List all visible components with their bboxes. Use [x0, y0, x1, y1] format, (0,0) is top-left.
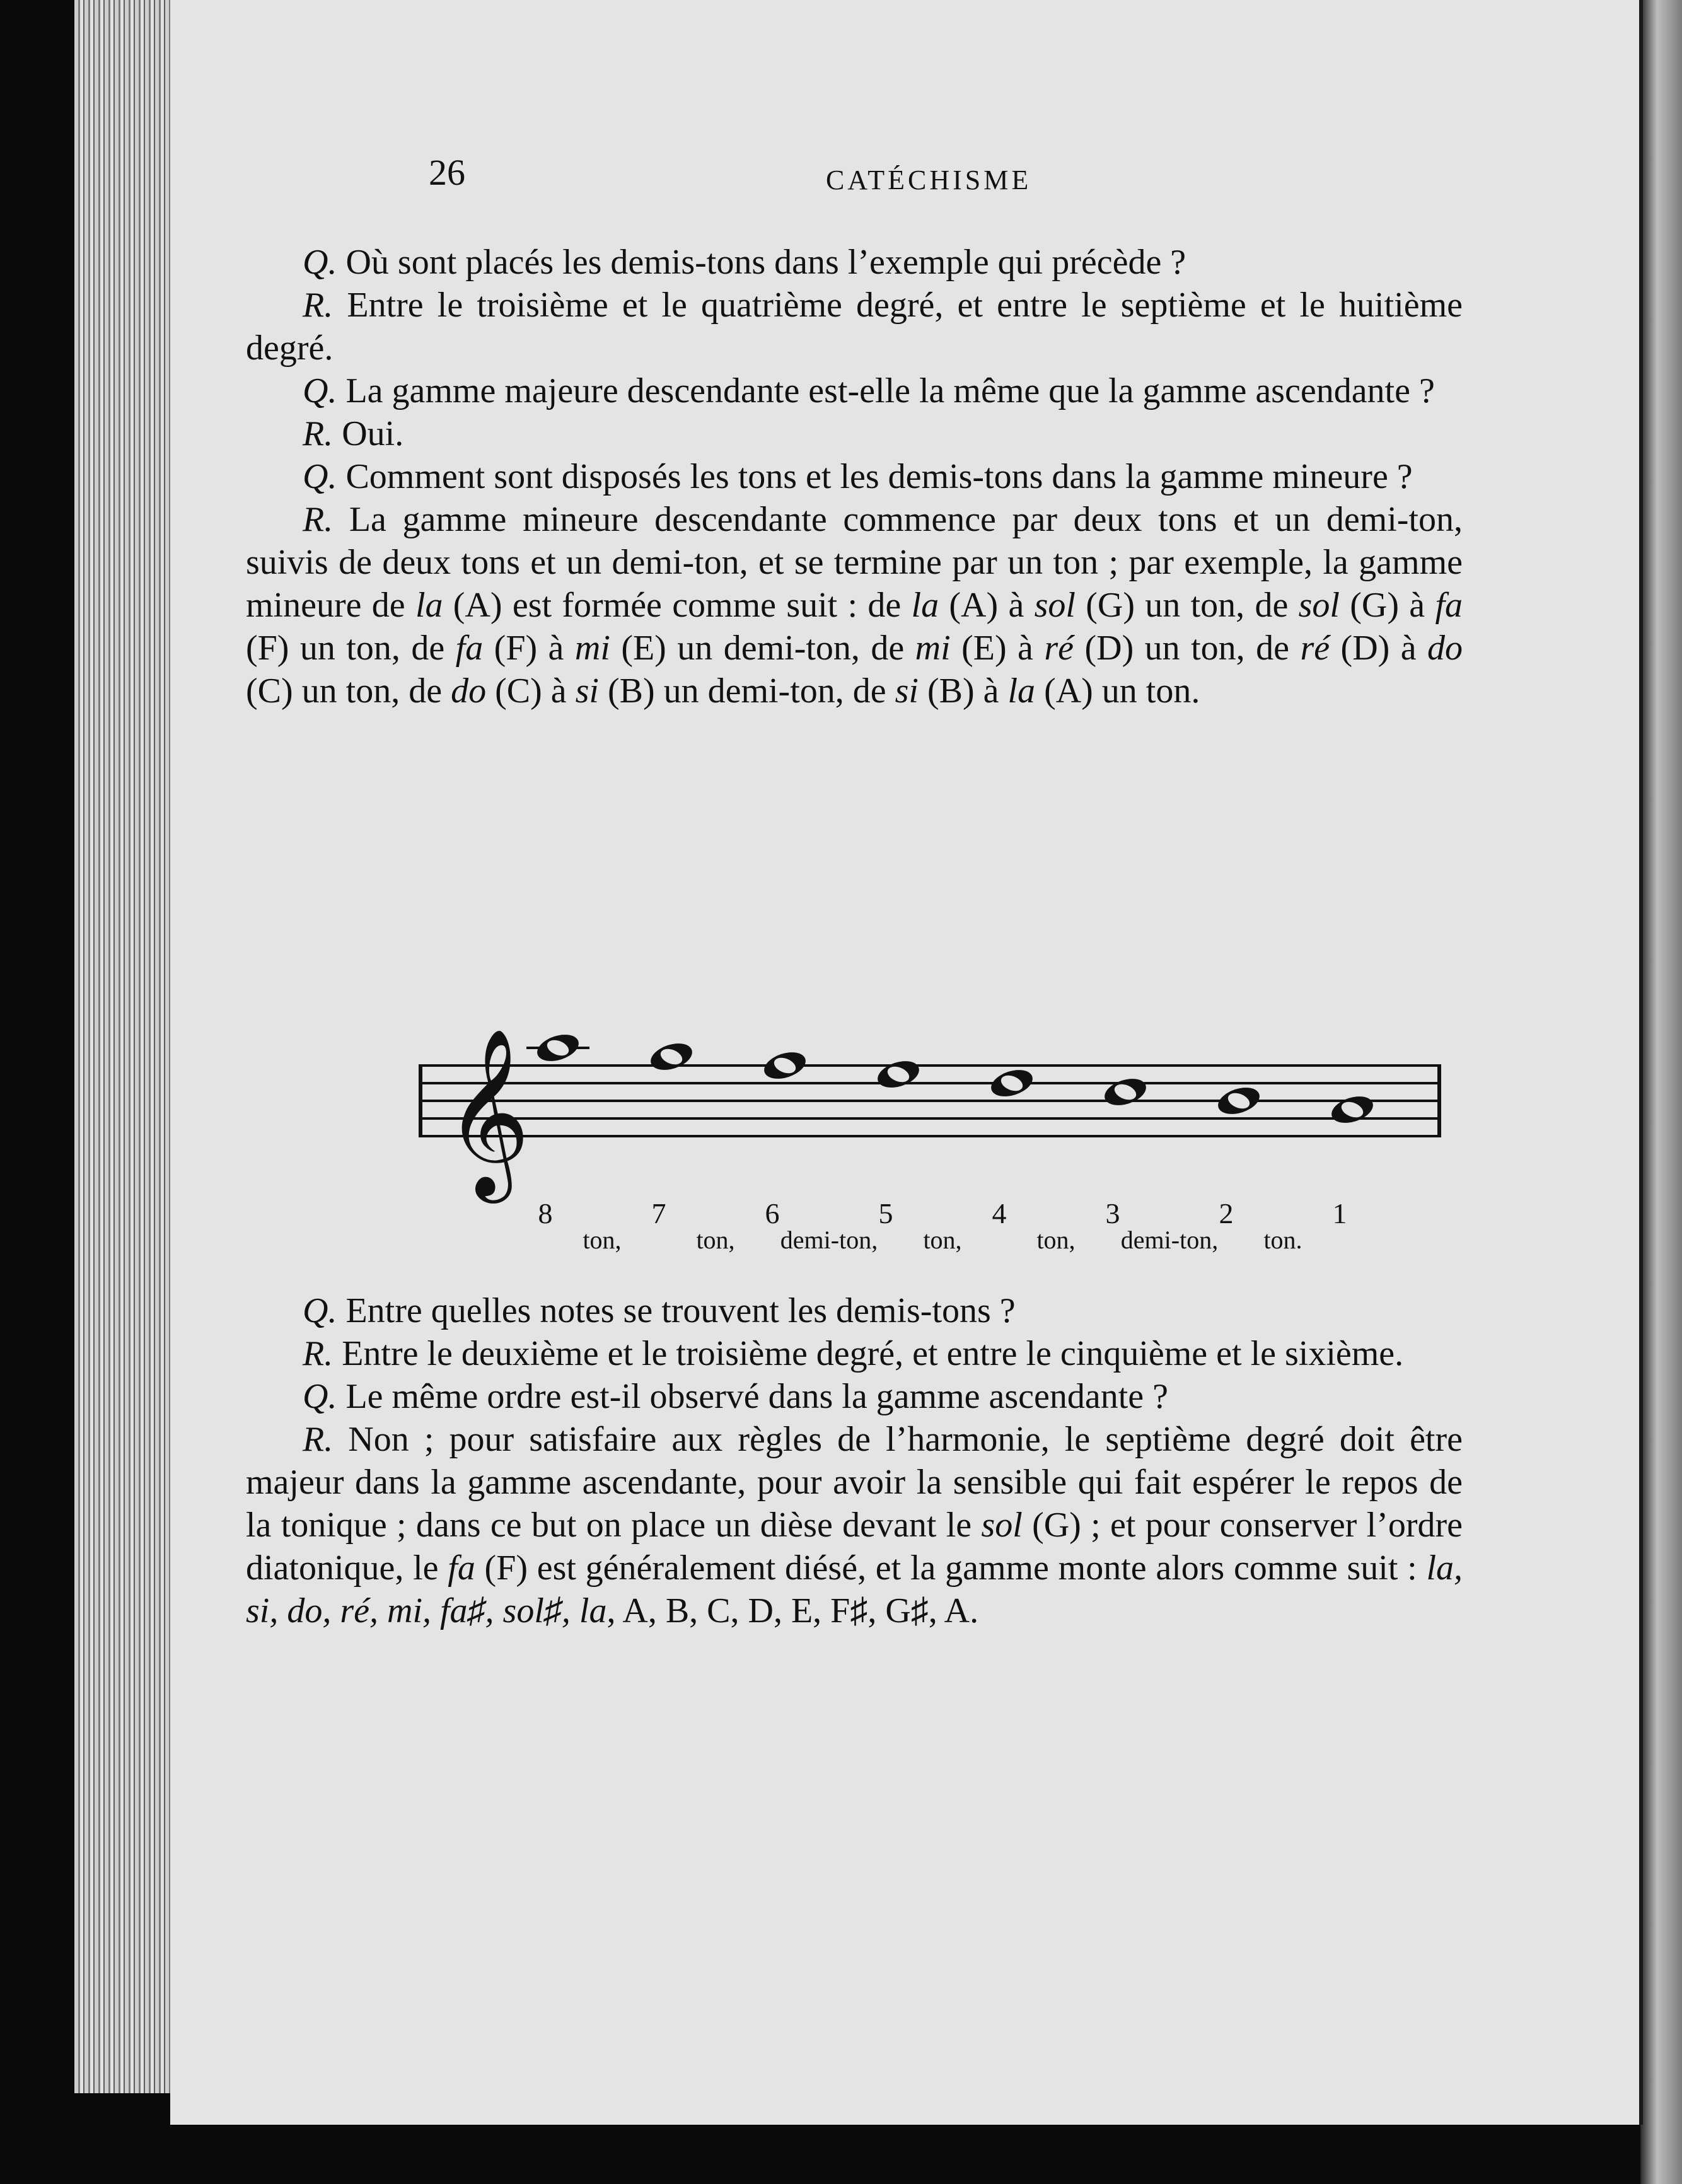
text-run: , A, B, C, D, E, F♯, G♯, A. — [606, 1591, 979, 1630]
treble-clef-icon — [444, 1028, 530, 1204]
answer-paragraph — [246, 498, 1463, 712]
paragraph-text: Où sont placés les demis-tons dans l’exemple qui précède ? — [337, 243, 1186, 282]
book-page-edges — [74, 0, 177, 2093]
answer-paragraph — [246, 1418, 1463, 1632]
text-run: (B) à — [918, 671, 1008, 711]
note-name: ré — [1044, 629, 1074, 668]
text-block-after-staff — [246, 1289, 1463, 1632]
whole-note — [647, 1038, 695, 1075]
interval-label: demi-ton, — [780, 1226, 878, 1254]
degree-number: 6 — [765, 1197, 780, 1229]
text-run: (A) est formée comme suit : de — [443, 586, 912, 625]
text-run: (E) un demi-ton, de — [610, 629, 915, 668]
note-name: ré — [1300, 629, 1330, 668]
answer-label: R. — [303, 1420, 334, 1459]
degree-number: 8 — [538, 1197, 553, 1229]
question-label: Q. — [303, 457, 337, 496]
note-name: la — [911, 586, 939, 625]
text-run: Non ; pour satisfaire aux règles de l’harmonie, le septième degré doit être majeur dans la gamme ascendante, pour avoir la sensible qui fait espérer le repos de la tonique ; dans ce but on place un dièse devant le — [246, 1420, 1463, 1545]
text-run: (E) à — [950, 629, 1045, 668]
interval-label: ton. — [1263, 1226, 1302, 1254]
question-paragraph — [246, 1289, 1463, 1332]
answer-label: R. — [303, 500, 334, 539]
staff-notes — [526, 1029, 1377, 1128]
question-paragraph — [246, 455, 1463, 498]
note-name: mi — [574, 629, 610, 668]
text-run: (G) à — [1339, 586, 1436, 625]
degree-number: 4 — [992, 1197, 1007, 1229]
question-label: Q. — [303, 1291, 337, 1330]
question-paragraph — [246, 1375, 1463, 1418]
question-label: Q. — [303, 1377, 337, 1416]
whole-note — [1328, 1091, 1376, 1128]
note-name-series: la, si, do, ré, mi, fa♯, sol♯, la — [246, 1548, 1463, 1630]
interval-label: demi-ton, — [1120, 1226, 1219, 1254]
degree-number: 3 — [1105, 1197, 1120, 1229]
paragraph-text: La gamme majeure descendante est-elle la même que la gamme ascendante ? — [337, 371, 1435, 410]
note-name: sol — [981, 1506, 1023, 1545]
paragraph-text: Le même ordre est-il observé dans la gamme ascendante ? — [337, 1377, 1168, 1416]
staff-lines — [419, 1064, 1441, 1137]
note-name: fa — [448, 1548, 475, 1588]
whole-note — [760, 1047, 809, 1084]
paragraph-text: Entre le deuxième et le troisième degré, et entre le cinquième et le sixième. — [333, 1334, 1404, 1373]
text-run: (C) un ton, de — [246, 671, 451, 711]
page-number: 26 — [429, 152, 465, 193]
question-paragraph — [246, 241, 1463, 284]
answer-paragraph — [246, 412, 1463, 455]
text-run: (D) à — [1330, 629, 1428, 668]
text-run: (G) un ton, de — [1075, 586, 1299, 625]
whole-note — [1101, 1073, 1149, 1110]
answer-label: R. — [303, 414, 334, 453]
question-label: Q. — [303, 243, 337, 282]
text-run: (D) un ton, de — [1074, 629, 1301, 668]
interval-label: ton, — [696, 1226, 735, 1254]
note-name: fa — [1435, 586, 1463, 625]
paragraph-text: Oui. — [333, 414, 404, 453]
running-title: CATÉCHISME — [826, 165, 1032, 195]
note-name: mi — [915, 629, 951, 668]
interval-labels — [583, 1226, 1302, 1254]
answer-label: R. — [303, 1334, 334, 1373]
note-name: fa — [455, 629, 484, 668]
page-header — [170, 151, 1639, 202]
question-paragraph — [246, 369, 1463, 412]
treble-clef-icon: 𝄞 — [444, 1028, 530, 1196]
degree-number: 2 — [1219, 1197, 1234, 1229]
paragraph-text: Entre le troisième et le quatrième degré, et entre le septième et le huitième degré. — [246, 286, 1463, 368]
interval-label: ton, — [583, 1226, 622, 1254]
music-staff — [246, 1015, 1463, 1267]
degree-number: 7 — [651, 1197, 666, 1229]
note-name: do — [1427, 629, 1463, 668]
text-run: (C) à — [486, 671, 576, 711]
note-name: la — [415, 586, 443, 625]
interval-label: ton, — [923, 1226, 962, 1254]
note-name: si — [895, 671, 919, 711]
question-label: Q. — [303, 371, 337, 410]
note-name: sol — [1034, 586, 1076, 625]
text-run: (A) un ton. — [1035, 671, 1200, 711]
text-run: (F) à — [483, 629, 575, 668]
text-block-before-staff — [246, 241, 1463, 712]
music-staff-figure — [246, 1015, 1463, 1267]
interval-label: ton, — [1036, 1226, 1076, 1254]
whole-note — [1214, 1082, 1263, 1119]
answer-paragraph — [246, 1332, 1463, 1375]
text-run: (F) est généralement diésé, et la gamme monte alors comme suit : — [475, 1548, 1427, 1588]
text-run: (B) un demi-ton, de — [598, 671, 895, 711]
paragraph-text: Comment sont disposés les tons et les demis-tons dans la gamme mineure ? — [337, 457, 1413, 496]
text-run: (A) à — [939, 586, 1035, 625]
paragraph-text: Entre quelles notes se trouvent les demis-tons ? — [337, 1291, 1016, 1330]
note-name: si — [575, 671, 599, 711]
text-run: (F) un ton, de — [246, 629, 456, 668]
answer-label: R. — [303, 286, 334, 325]
text-run: (G) ; et pour conserver l’ordre diatonique, le — [246, 1506, 1463, 1588]
whole-note — [533, 1029, 582, 1066]
answer-paragraph — [246, 284, 1463, 369]
whole-note — [874, 1055, 922, 1093]
note-name: sol — [1298, 586, 1340, 625]
binding-shadow — [1640, 0, 1682, 2184]
note-name: la — [1007, 671, 1036, 711]
whole-note — [987, 1064, 1036, 1101]
degree-numbers — [538, 1197, 1347, 1229]
degree-number: 1 — [1332, 1197, 1347, 1229]
note-name: do — [451, 671, 487, 711]
degree-number: 5 — [878, 1197, 893, 1229]
text-run: La gamme mineure descendante commence par deux tons et un demi-ton, suivis de deux tons et un demi-ton, et se termine par un ton ; par exemple, la gamme mineure de — [246, 500, 1463, 625]
